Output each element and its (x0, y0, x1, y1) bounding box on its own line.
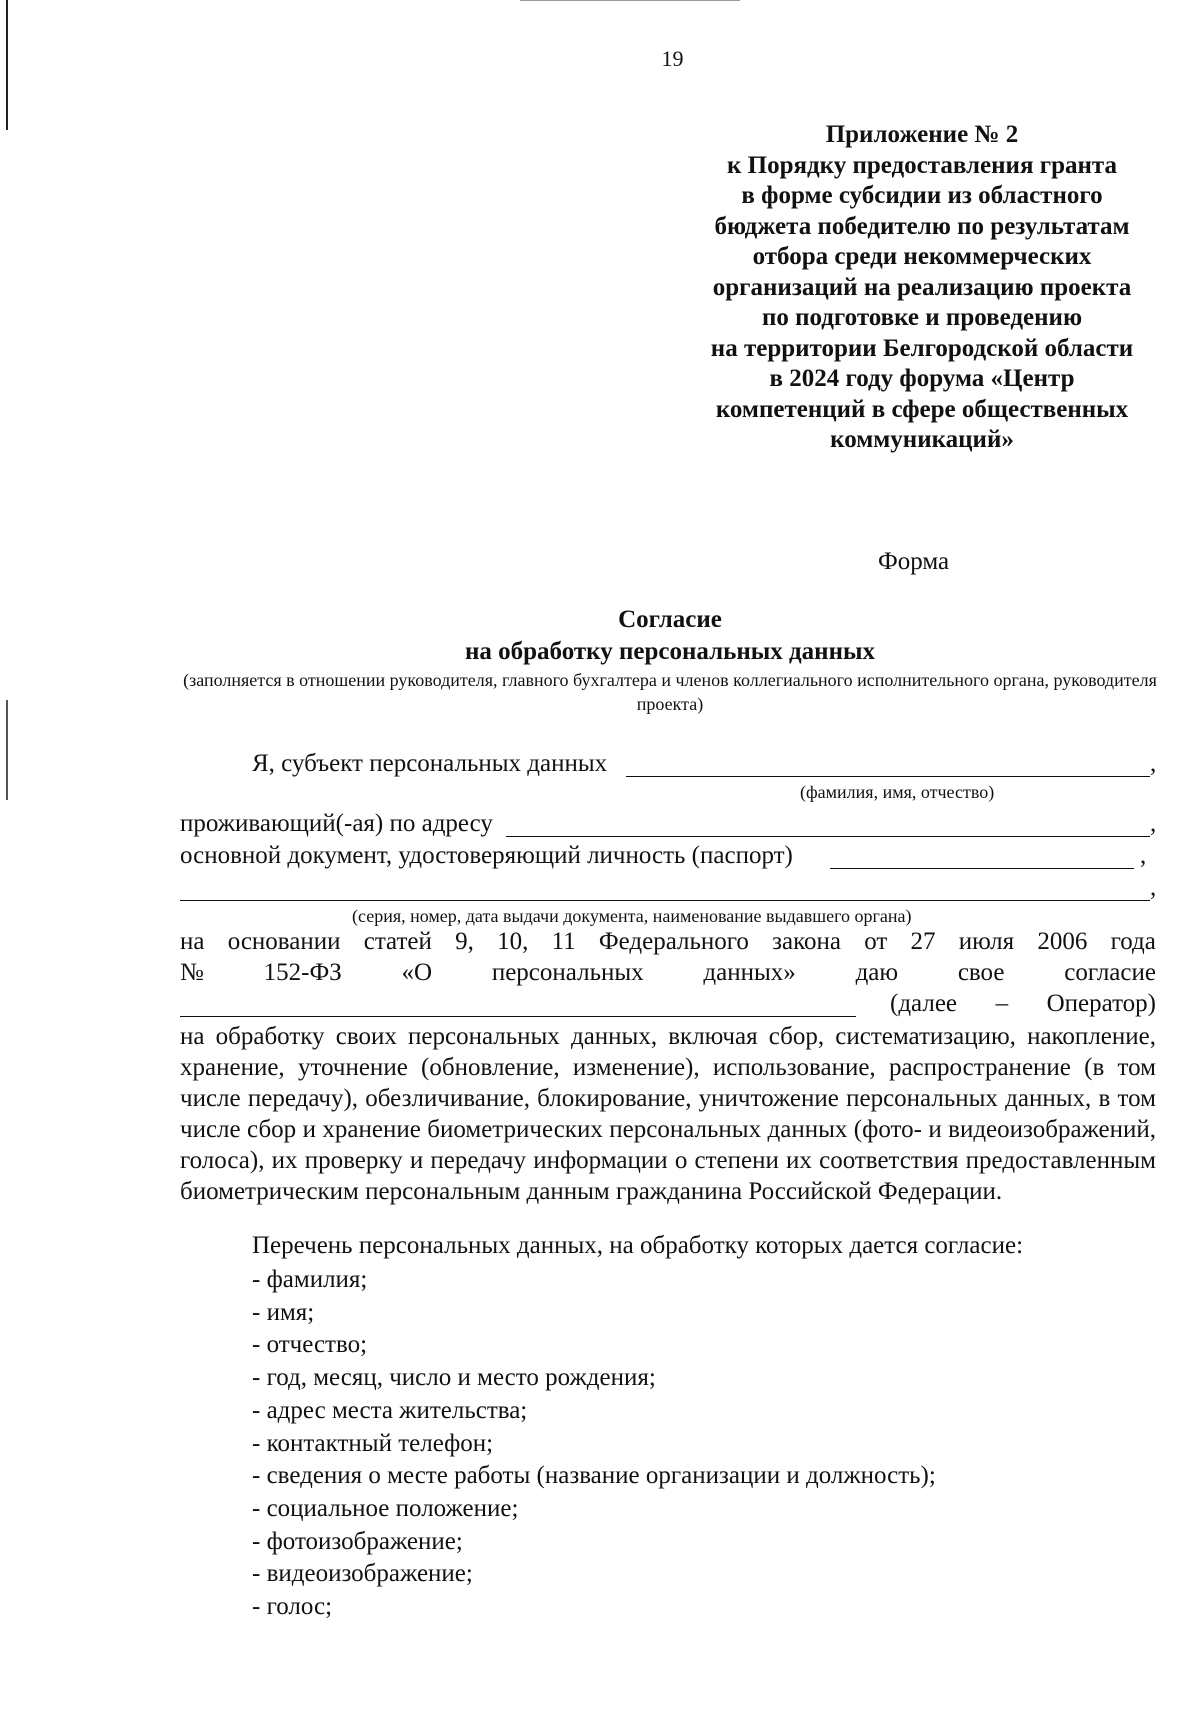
appendix-line: на территории Белгородской области (710, 334, 1134, 362)
basis-word: свое (957, 959, 1005, 986)
appendix-line: коммуникаций» (830, 426, 1014, 453)
address-label: проживающий(-ая) по адресу (180, 810, 493, 837)
appendix-line: Приложение № 2 (825, 121, 1019, 148)
list-item: - фамилия; (252, 1266, 368, 1293)
appendix-line: по подготовке и проведению (761, 304, 1083, 331)
basis-word: – (995, 990, 1009, 1017)
basis-word: статей (363, 928, 432, 955)
appendix-line: в форме субсидии из областного (741, 182, 1103, 209)
basis-word: на (180, 928, 205, 955)
basis-word: даю (855, 959, 899, 986)
passport-field[interactable] (830, 868, 1134, 869)
basis-word: 9, (455, 928, 474, 955)
document-title: Согласие (618, 606, 722, 633)
comma: , (1150, 750, 1157, 777)
document-label: основной документ, удостоверяющий личность (паспорт) (180, 842, 793, 869)
basis-word: № (180, 959, 204, 986)
page-number: 19 (661, 46, 684, 71)
operator-field[interactable] (180, 1016, 856, 1017)
basis-word: закона (772, 928, 841, 955)
basis-line-3 (890, 990, 1156, 1018)
basis-line-1 (180, 928, 1156, 956)
list-item: - социальное положение; (252, 1494, 519, 1522)
document-subtitle: на обработку персональных данных (465, 638, 875, 665)
basis-word: Оператор) (1046, 990, 1156, 1017)
basis-word: (далее (890, 990, 958, 1017)
subject-label: Я, субъект персональных данных (252, 750, 608, 777)
basis-word: года (1110, 928, 1156, 955)
basis-word: Федерального (598, 928, 749, 955)
passport-details-field[interactable] (180, 900, 1150, 901)
form-label: Форма (878, 548, 950, 575)
list-item: - год, месяц, число и место рождения; (252, 1364, 656, 1392)
list-item: - отчество; (252, 1331, 368, 1359)
basis-word: 27 (910, 928, 936, 955)
comma: , (1150, 874, 1157, 901)
basis-word: 2006 (1037, 928, 1088, 955)
basis-word: персональных (491, 959, 644, 986)
appendix-line: организаций на реализацию проекта (712, 273, 1132, 301)
appendix-line: отбора среди некоммерческих (752, 243, 1092, 270)
basis-word: 10, (497, 928, 529, 955)
subject-name-field[interactable] (626, 776, 1150, 777)
comma: , (1150, 810, 1157, 837)
list-item: - голос; (252, 1593, 333, 1621)
document-caption: (серия, номер, дата выдачи документа, наименование выдавшего органа) (352, 906, 912, 926)
basis-line-2 (180, 959, 1156, 987)
list-item: - контактный телефон; (252, 1429, 494, 1457)
comma: , (1140, 842, 1147, 869)
basis-word: 11 (551, 928, 576, 955)
appendix-header (672, 120, 1172, 456)
list-item: - адрес места жительства; (252, 1396, 528, 1424)
list-item: - имя; (252, 1298, 315, 1326)
subject-caption: (фамилия, имя, отчество) (800, 782, 995, 802)
basis-word: данных» (703, 959, 796, 986)
basis-word: от (864, 928, 888, 955)
appendix-line: бюджета победителю по результатам (714, 212, 1130, 240)
fill-note: (заполняется в отношении руководителя, главного бухгалтера и членов коллегиального исполнительного органа, руководителя проекта) (183, 670, 1157, 714)
list-intro: Перечень персональных данных, на обработку которых дается согласие: (252, 1232, 1024, 1259)
personal-data-list (252, 1264, 936, 1624)
list-item: - фотоизображение; (252, 1527, 463, 1555)
basis-word: 152-ФЗ (263, 959, 342, 986)
list-item: - сведения о месте работы (название организации и должность); (252, 1462, 936, 1490)
appendix-line: компетенций в сфере общественных (715, 395, 1129, 423)
list-item: - видеоизображение; (252, 1560, 473, 1588)
appendix-line: в 2024 году форума «Центр (769, 365, 1075, 392)
basis-word: согласие (1064, 959, 1156, 986)
scan-edge-artifact (6, 700, 8, 800)
processing-paragraph: на обработку своих персональных данных, включая сбор, систематизацию, накопление, хранение, уточнение (обновление, изменение), использование, распространение (в том числе передачу), обезличивание, блокирование, уничтожение персональных данных, в том числе сбор и хранение биометрических персональных данных (фото- и видеоизображений, голоса), их проверку и передачу информации о степени их соответствия предоставленным биометрическим персональным данным гражданина Российской Федерации. (180, 1023, 1156, 1205)
basis-word: «О (401, 959, 433, 986)
scan-top-artifact (520, 0, 740, 1)
basis-word: основании (227, 928, 341, 955)
appendix-line: к Порядку предоставления гранта (726, 151, 1117, 179)
basis-word: июля (958, 928, 1015, 955)
address-field[interactable] (506, 836, 1150, 837)
